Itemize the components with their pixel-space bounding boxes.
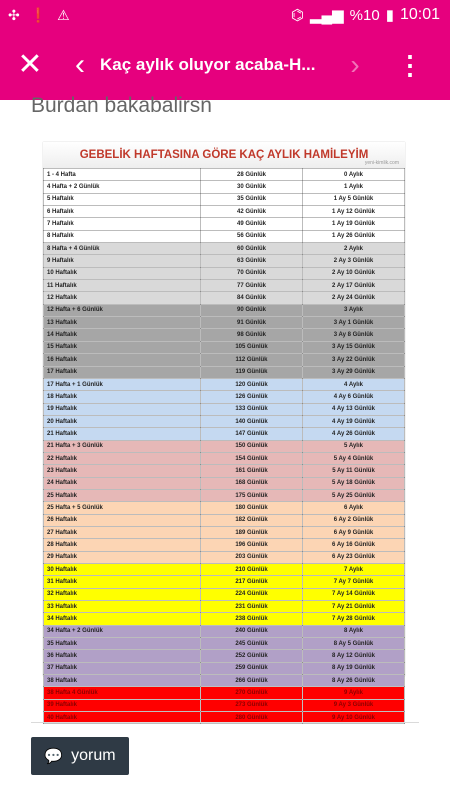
- week-cell: 34 Haftalık: [44, 613, 201, 625]
- months-cell: 4 Ay 6 Günlük: [303, 391, 405, 403]
- week-cell: 17 Hafta + 1 Günlük: [44, 378, 201, 390]
- chart-site: yeni-kimlik.com: [364, 160, 399, 166]
- table-row: [44, 489, 405, 501]
- table-row: [44, 576, 405, 588]
- days-cell: 140 Günlük: [201, 415, 303, 427]
- week-cell: 22 Haftalık: [44, 452, 201, 464]
- days-cell: 60 Günlük: [201, 243, 303, 255]
- days-cell: 270 Günlük: [201, 687, 303, 699]
- week-cell: 6 Haftalık: [44, 206, 201, 218]
- months-cell: 1 Ay 19 Günlük: [303, 218, 405, 230]
- months-cell: 5 Aylık: [303, 440, 405, 452]
- months-cell: 3 Ay 15 Günlük: [303, 341, 405, 353]
- week-cell: 4 Hafta + 2 Günlük: [44, 181, 201, 193]
- week-cell: 21 Haftalık: [44, 428, 201, 440]
- months-cell: 8 Ay 26 Günlük: [303, 675, 405, 687]
- week-cell: 35 Haftalık: [44, 638, 201, 650]
- table-row: [44, 169, 405, 181]
- week-cell: 18 Haftalık: [44, 391, 201, 403]
- days-cell: 70 Günlük: [201, 267, 303, 279]
- months-cell: 5 Ay 25 Günlük: [303, 489, 405, 501]
- table-row: [44, 391, 405, 403]
- months-cell: 2 Ay 24 Günlük: [303, 292, 405, 304]
- week-cell: 28 Haftalık: [44, 539, 201, 551]
- table-row: [44, 551, 405, 563]
- table-row: [44, 317, 405, 329]
- table-row: [44, 601, 405, 613]
- table-row: [44, 564, 405, 576]
- days-cell: 259 Günlük: [201, 662, 303, 674]
- week-cell: 1 - 4 Hafta: [44, 169, 201, 181]
- months-cell: 8 Aylık: [303, 625, 405, 637]
- days-cell: 196 Günlük: [201, 539, 303, 551]
- months-cell: 2 Ay 3 Günlük: [303, 255, 405, 267]
- table-row: [44, 193, 405, 205]
- comment-button[interactable]: [31, 737, 129, 775]
- week-cell: 7 Haftalık: [44, 218, 201, 230]
- table-row: [44, 329, 405, 341]
- table-row: [44, 539, 405, 551]
- days-cell: 175 Günlük: [201, 489, 303, 501]
- forward-icon[interactable]: ›: [350, 49, 360, 80]
- months-cell: 7 Ay 14 Günlük: [303, 588, 405, 600]
- days-cell: 231 Günlük: [201, 601, 303, 613]
- months-cell: 4 Aylık: [303, 378, 405, 390]
- alert-icon: ❗: [29, 6, 48, 23]
- days-cell: 180 Günlük: [201, 502, 303, 514]
- days-cell: 91 Günlük: [201, 317, 303, 329]
- months-cell: 0 Aylık: [303, 169, 405, 181]
- months-cell: 5 Ay 4 Günlük: [303, 452, 405, 464]
- months-cell: 1 Ay 5 Günlük: [303, 193, 405, 205]
- table-row: [44, 588, 405, 600]
- months-cell: 9 Aylık: [303, 687, 405, 699]
- table-row: [44, 687, 405, 699]
- table-row: [44, 415, 405, 427]
- months-cell: 2 Aylık: [303, 243, 405, 255]
- months-cell: 3 Ay 1 Günlük: [303, 317, 405, 329]
- divider: [31, 722, 419, 723]
- week-cell: 33 Haftalık: [44, 601, 201, 613]
- days-cell: 210 Günlük: [201, 564, 303, 576]
- months-cell: 1 Ay 12 Günlük: [303, 206, 405, 218]
- months-cell: 1 Aylık: [303, 181, 405, 193]
- page-title: Kaç aylık oluyor acaba-H...: [100, 55, 316, 74]
- table-row: [44, 662, 405, 674]
- chart-title: GEBELİK HAFTASINA GÖRE KAÇ AYLIK HAMİLEYİM: [79, 149, 369, 161]
- months-cell: 8 Ay 19 Günlük: [303, 662, 405, 674]
- week-cell: 24 Haftalık: [44, 477, 201, 489]
- days-cell: 280 Günlük: [201, 712, 303, 724]
- comment-text: Burdan bakabalirsn: [31, 94, 212, 117]
- week-cell: 30 Haftalık: [44, 564, 201, 576]
- table-row: [44, 230, 405, 242]
- week-cell: 8 Hafta + 4 Günlük: [44, 243, 201, 255]
- days-cell: 150 Günlük: [201, 440, 303, 452]
- week-cell: 14 Haftalık: [44, 329, 201, 341]
- week-cell: 10 Haftalık: [44, 267, 201, 279]
- table-row: [44, 341, 405, 353]
- days-cell: 154 Günlük: [201, 452, 303, 464]
- table-row: [44, 638, 405, 650]
- months-cell: 4 Ay 13 Günlük: [303, 403, 405, 415]
- back-icon[interactable]: ‹: [75, 48, 85, 81]
- chart-header: [43, 142, 405, 168]
- week-cell: 12 Haftalık: [44, 292, 201, 304]
- week-cell: 15 Haftalık: [44, 341, 201, 353]
- table-row: [44, 280, 405, 292]
- months-cell: 3 Ay 8 Günlük: [303, 329, 405, 341]
- week-cell: 27 Haftalık: [44, 526, 201, 538]
- table-row: [44, 428, 405, 440]
- table-row: [44, 292, 405, 304]
- months-cell: 7 Ay 28 Günlük: [303, 613, 405, 625]
- week-cell: 25 Haftalık: [44, 489, 201, 501]
- more-options-icon[interactable]: ⋮: [397, 49, 423, 80]
- table-row: [44, 477, 405, 489]
- months-cell: 8 Ay 12 Günlük: [303, 650, 405, 662]
- week-cell: 26 Haftalık: [44, 514, 201, 526]
- week-cell: 20 Haftalık: [44, 415, 201, 427]
- table-row: [44, 502, 405, 514]
- comment-bubble-icon: 💬: [44, 748, 64, 765]
- week-cell: 21 Hafta + 3 Günlük: [44, 440, 201, 452]
- days-cell: 30 Günlük: [201, 181, 303, 193]
- week-cell: 25 Hafta + 5 Günlük: [44, 502, 201, 514]
- table-row: [44, 304, 405, 316]
- table-row: [44, 366, 405, 378]
- week-cell: 17 Haftalık: [44, 366, 201, 378]
- days-cell: 147 Günlük: [201, 428, 303, 440]
- table-row: [44, 218, 405, 230]
- days-cell: 203 Günlük: [201, 551, 303, 563]
- months-cell: 9 Ay 10 Günlük: [303, 712, 405, 724]
- week-cell: 12 Hafta + 6 Günlük: [44, 304, 201, 316]
- table-row: [44, 181, 405, 193]
- months-cell: 3 Ay 29 Günlük: [303, 366, 405, 378]
- table-row: [44, 625, 405, 637]
- months-cell: 6 Ay 23 Günlük: [303, 551, 405, 563]
- table-row: [44, 650, 405, 662]
- months-cell: 9 Ay 3 Günlük: [303, 699, 405, 711]
- months-cell: 6 Aylık: [303, 502, 405, 514]
- days-cell: 217 Günlük: [201, 576, 303, 588]
- days-cell: 84 Günlük: [201, 292, 303, 304]
- months-cell: 7 Aylık: [303, 564, 405, 576]
- table-row: [44, 526, 405, 538]
- week-cell: 37 Haftalık: [44, 662, 201, 674]
- days-cell: 168 Günlük: [201, 477, 303, 489]
- battery-icon: ▮: [385, 7, 394, 24]
- week-cell: 38 Hafta 4 Günlük: [44, 687, 201, 699]
- days-cell: 126 Günlük: [201, 391, 303, 403]
- days-cell: 240 Günlük: [201, 625, 303, 637]
- days-cell: 238 Günlük: [201, 613, 303, 625]
- week-cell: 31 Haftalık: [44, 576, 201, 588]
- months-cell: 1 Ay 26 Günlük: [303, 230, 405, 242]
- months-cell: 6 Ay 2 Günlük: [303, 514, 405, 526]
- week-cell: 9 Haftalık: [44, 255, 201, 267]
- week-cell: 16 Haftalık: [44, 354, 201, 366]
- days-cell: 98 Günlük: [201, 329, 303, 341]
- days-cell: 49 Günlük: [201, 218, 303, 230]
- table-row: [44, 452, 405, 464]
- months-cell: 3 Aylık: [303, 304, 405, 316]
- months-cell: 3 Ay 22 Günlük: [303, 354, 405, 366]
- week-cell: 23 Haftalık: [44, 465, 201, 477]
- months-cell: 2 Ay 17 Günlük: [303, 280, 405, 292]
- week-cell: 13 Haftalık: [44, 317, 201, 329]
- week-cell: 39 Haftalık: [44, 699, 201, 711]
- table-row: [44, 675, 405, 687]
- months-cell: 5 Ay 18 Günlük: [303, 477, 405, 489]
- week-cell: 5 Haftalık: [44, 193, 201, 205]
- table-row: [44, 267, 405, 279]
- days-cell: 182 Günlük: [201, 514, 303, 526]
- week-cell: 8 Haftalık: [44, 230, 201, 242]
- table-row: [44, 465, 405, 477]
- pregnancy-table: [43, 168, 405, 724]
- days-cell: 252 Günlük: [201, 650, 303, 662]
- days-cell: 28 Günlük: [201, 169, 303, 181]
- months-cell: 7 Ay 21 Günlük: [303, 601, 405, 613]
- week-cell: 29 Haftalık: [44, 551, 201, 563]
- content-area: [0, 94, 450, 800]
- months-cell: 5 Ay 11 Günlük: [303, 465, 405, 477]
- days-cell: 63 Günlük: [201, 255, 303, 267]
- months-cell: 8 Ay 5 Günlük: [303, 638, 405, 650]
- pregnancy-chart-image[interactable]: [43, 142, 405, 721]
- wifi-icon: ⌬: [290, 7, 304, 24]
- week-cell: 19 Haftalık: [44, 403, 201, 415]
- months-cell: 2 Ay 10 Günlük: [303, 267, 405, 279]
- days-cell: 90 Günlük: [201, 304, 303, 316]
- days-cell: 189 Günlük: [201, 526, 303, 538]
- close-icon[interactable]: ✕: [17, 48, 43, 81]
- table-row: [44, 514, 405, 526]
- days-cell: 224 Günlük: [201, 588, 303, 600]
- week-cell: 40 Haftalık: [44, 712, 201, 724]
- days-cell: 273 Günlük: [201, 699, 303, 711]
- days-cell: 266 Günlük: [201, 675, 303, 687]
- days-cell: 161 Günlük: [201, 465, 303, 477]
- days-cell: 120 Günlük: [201, 378, 303, 390]
- table-row: [44, 243, 405, 255]
- months-cell: 4 Ay 26 Günlük: [303, 428, 405, 440]
- app-bar: [0, 30, 450, 100]
- table-row: [44, 206, 405, 218]
- status-bar: [0, 0, 450, 30]
- table-row: [44, 403, 405, 415]
- table-row: [44, 255, 405, 267]
- table-row: [44, 354, 405, 366]
- table-row: [44, 699, 405, 711]
- week-cell: 32 Haftalık: [44, 588, 201, 600]
- months-cell: 6 Ay 16 Günlük: [303, 539, 405, 551]
- warning-icon: ⚠: [57, 6, 70, 23]
- days-cell: 42 Günlük: [201, 206, 303, 218]
- week-cell: 11 Haftalık: [44, 280, 201, 292]
- days-cell: 56 Günlük: [201, 230, 303, 242]
- months-cell: 7 Ay 7 Günlük: [303, 576, 405, 588]
- table-row: [44, 440, 405, 452]
- days-cell: 119 Günlük: [201, 366, 303, 378]
- week-cell: 36 Haftalık: [44, 650, 201, 662]
- days-cell: 35 Günlük: [201, 193, 303, 205]
- week-cell: 38 Haftalık: [44, 675, 201, 687]
- days-cell: 112 Günlük: [201, 354, 303, 366]
- months-cell: 6 Ay 9 Günlük: [303, 526, 405, 538]
- days-cell: 245 Günlük: [201, 638, 303, 650]
- signal-icon: ▂▄▆: [309, 7, 344, 24]
- days-cell: 133 Günlük: [201, 403, 303, 415]
- week-cell: 34 Hafta + 2 Günlük: [44, 625, 201, 637]
- days-cell: 77 Günlük: [201, 280, 303, 292]
- months-cell: 4 Ay 19 Günlük: [303, 415, 405, 427]
- table-row: [44, 378, 405, 390]
- battery-percent: %10: [349, 6, 380, 24]
- pinwheel-icon: ✣: [8, 6, 20, 23]
- table-row: [44, 613, 405, 625]
- comment-button-label: yorum: [71, 747, 116, 764]
- clock: 10:01: [399, 6, 440, 23]
- days-cell: 105 Günlük: [201, 341, 303, 353]
